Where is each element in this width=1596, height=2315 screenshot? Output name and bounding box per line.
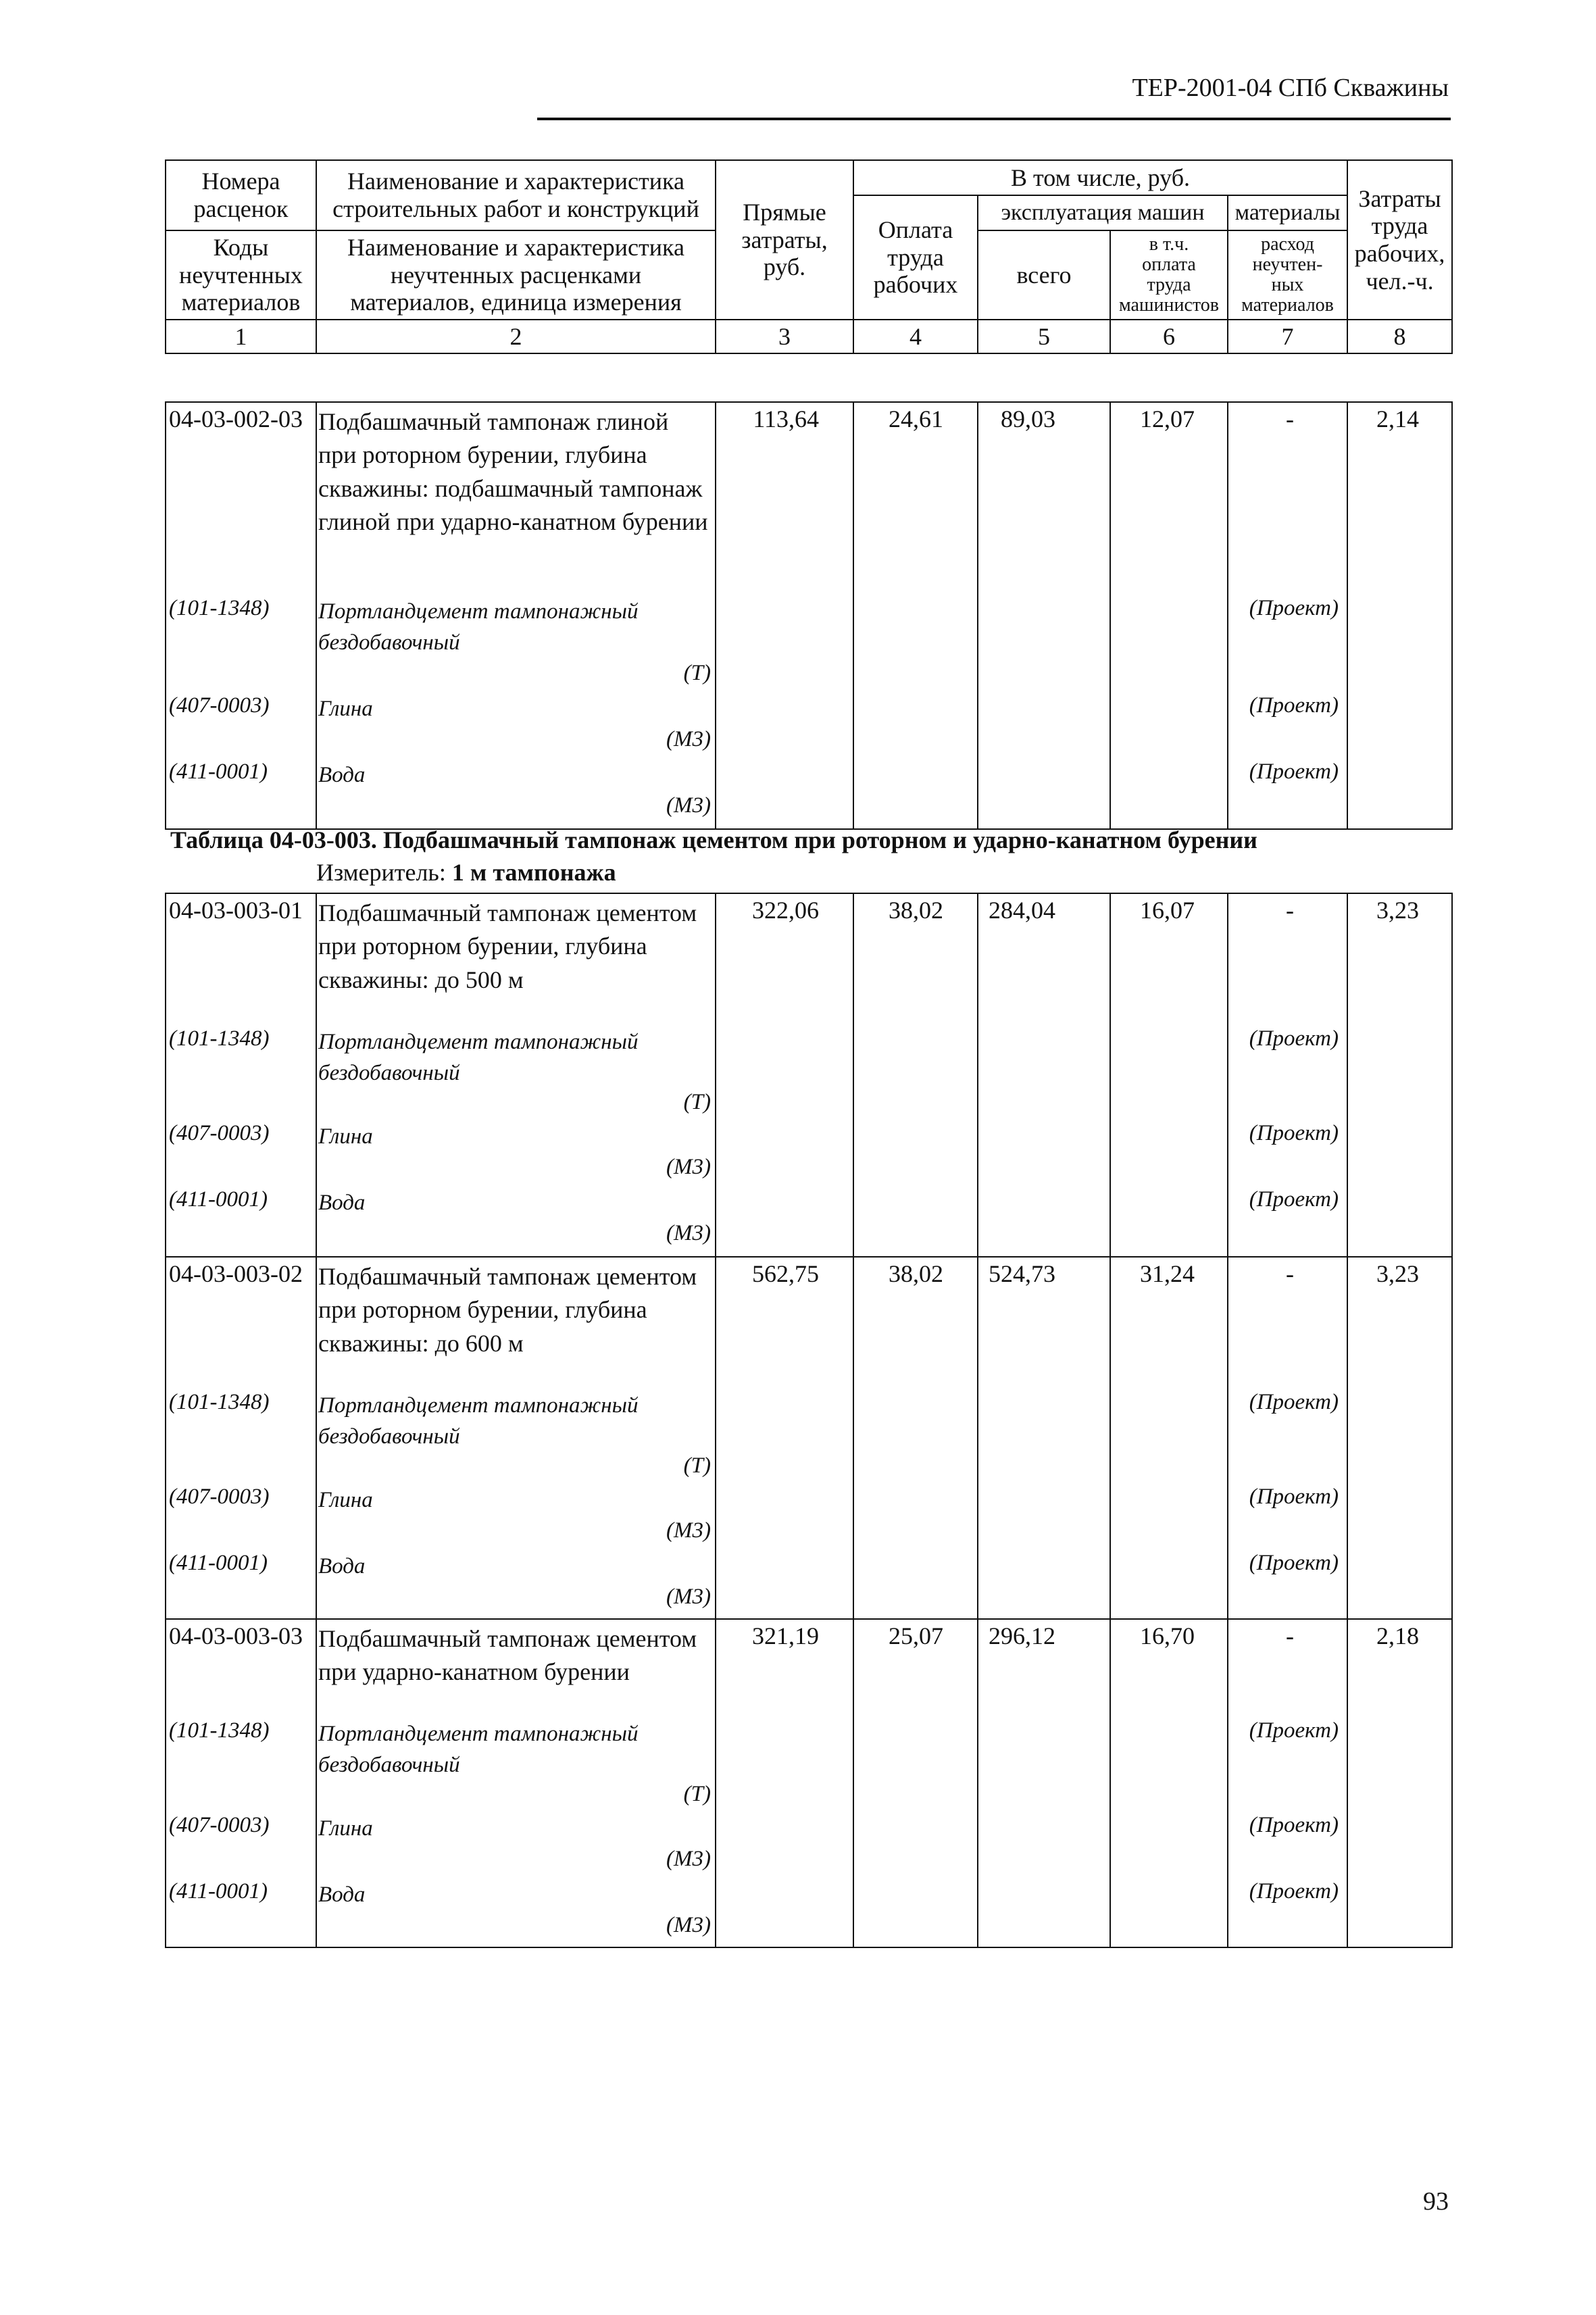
material-note: (Проект) xyxy=(1249,1879,1339,1903)
measure-line xyxy=(316,858,616,887)
col1-header-top: Номера расценок xyxy=(166,160,316,230)
material-unit: (М3) xyxy=(666,1847,711,1871)
material-note: (Проект) xyxy=(1249,1485,1339,1509)
material-name: Портландцемент тампонажный бездобавочный xyxy=(318,599,639,655)
material-unit: (Т) xyxy=(683,1090,711,1114)
material-note: (Проект) xyxy=(1249,1551,1339,1575)
machinist-pay-value: 16,07 xyxy=(1140,897,1195,924)
col-number-3: 3 xyxy=(716,320,853,353)
material-unit: (М3) xyxy=(666,1518,711,1543)
table-row xyxy=(166,893,1452,1257)
measure-label: Измеритель: xyxy=(316,859,446,886)
material-unit: (М3) xyxy=(666,1913,711,1937)
page-number: 93 xyxy=(1423,2187,1449,2216)
machinist-pay-value: 31,24 xyxy=(1140,1260,1195,1287)
direct-costs-value: 321,19 xyxy=(752,1622,819,1649)
material-code: (101-1348) xyxy=(169,1390,270,1414)
material-note: (Проект) xyxy=(1249,1121,1339,1145)
material-note: (Проект) xyxy=(1249,1187,1339,1212)
materials-header: материалы xyxy=(1228,195,1347,230)
rate-code: 04-03-003-02 xyxy=(169,1260,303,1287)
labor-hours-value: 3,23 xyxy=(1376,897,1419,924)
material-name: Вода xyxy=(318,1191,366,1215)
header-rule xyxy=(537,118,1451,120)
material-code: (411-0001) xyxy=(169,760,268,784)
material-unit: (М3) xyxy=(666,1585,711,1609)
col-number-7: 7 xyxy=(1228,320,1347,353)
rate-code: 04-03-003-01 xyxy=(169,897,303,924)
col-number-2: 2 xyxy=(316,320,716,353)
material-name: Глина xyxy=(318,1488,373,1512)
material-name: Вода xyxy=(318,1554,366,1578)
rate-name: Подбашмачный тампонаж цементом при роторном бурении, глубина скважины: до 500 м xyxy=(318,899,697,993)
col-number-8: 8 xyxy=(1347,320,1452,353)
rate-code: 04-03-003-03 xyxy=(169,1622,303,1649)
labor-hours-value: 2,14 xyxy=(1376,405,1419,432)
including-rub-header: В том числе, руб. xyxy=(853,160,1347,195)
rate-name: Подбашмачный тампонаж цементом при ударно-канатном бурении xyxy=(318,1625,697,1686)
material-name: Вода xyxy=(318,1883,366,1907)
column-header-table xyxy=(165,159,1453,354)
material-code: (411-0001) xyxy=(169,1187,268,1212)
direct-costs-value: 322,06 xyxy=(752,897,819,924)
measure-value: 1 м тампонажа xyxy=(451,859,616,886)
direct-costs-value: 562,75 xyxy=(752,1260,819,1287)
col-number-5: 5 xyxy=(978,320,1110,353)
material-note: (Проект) xyxy=(1249,596,1339,620)
material-unit: (Т) xyxy=(683,1453,711,1478)
material-name: Портландцемент тампонажный бездобавочный xyxy=(318,1722,639,1778)
machine-total-value: 524,73 xyxy=(989,1260,1055,1287)
col3-header: Прямые затраты, руб. xyxy=(716,160,853,320)
col4-header: Оплата труда рабочих xyxy=(853,195,978,320)
rate-name: Подбашмачный тампонаж глиной при роторном бурении, глубина скважины: подбашмачный тампонаж глиной при ударно-канатном бурении xyxy=(318,408,708,535)
machine-total-value: 296,12 xyxy=(989,1622,1055,1649)
material-code: (101-1348) xyxy=(169,1718,270,1743)
material-code: (411-0001) xyxy=(169,1879,268,1903)
materials-value: - xyxy=(1286,405,1294,432)
labor-pay-value: 25,07 xyxy=(889,1622,943,1649)
material-code: (101-1348) xyxy=(169,596,270,620)
materials-value: - xyxy=(1286,897,1294,924)
table-caption: Таблица 04-03-003. Подбашмачный тампонаж цементом при роторном и ударно-канатном бурении xyxy=(170,826,1257,853)
material-name: Портландцемент тампонажный бездобавочный xyxy=(318,1393,639,1449)
col-number-1: 1 xyxy=(166,320,316,353)
machines-header: эксплуатация машин xyxy=(978,195,1228,230)
materials-value: - xyxy=(1286,1622,1294,1649)
material-note: (Проект) xyxy=(1249,693,1339,718)
material-note: (Проект) xyxy=(1249,1026,1339,1051)
rates-table-1 xyxy=(165,401,1453,830)
col-number-4: 4 xyxy=(853,320,978,353)
labor-pay-value: 24,61 xyxy=(889,405,943,432)
labor-pay-value: 38,02 xyxy=(889,897,943,924)
material-code: (407-0003) xyxy=(169,1813,270,1837)
material-note: (Проект) xyxy=(1249,760,1339,784)
table-row xyxy=(166,402,1452,829)
material-unit: (Т) xyxy=(683,1782,711,1806)
col5-header: всего xyxy=(978,230,1110,320)
direct-costs-value: 113,64 xyxy=(753,405,819,432)
material-code: (101-1348) xyxy=(169,1026,270,1051)
machinist-pay-value: 16,70 xyxy=(1140,1622,1195,1649)
col1-header-bottom: Коды неучтенных материалов xyxy=(166,230,316,320)
machine-total-value: 89,03 xyxy=(1001,405,1055,432)
material-name: Глина xyxy=(318,697,373,721)
labor-hours-value: 3,23 xyxy=(1376,1260,1419,1287)
document-header-title: ТЕР-2001-04 СПб Скважины xyxy=(1132,74,1449,102)
labor-pay-value: 38,02 xyxy=(889,1260,943,1287)
material-unit: (М3) xyxy=(666,1221,711,1245)
material-note: (Проект) xyxy=(1249,1390,1339,1414)
labor-hours-value: 2,18 xyxy=(1376,1622,1419,1649)
materials-value: - xyxy=(1286,1260,1294,1287)
col2-header-bottom: Наименование и характеристика неучтенных расценками материалов, единица измерения xyxy=(316,230,716,320)
rate-code: 04-03-002-03 xyxy=(169,405,303,432)
material-name: Вода xyxy=(318,763,366,787)
material-name: Портландцемент тампонажный бездобавочный xyxy=(318,1030,639,1086)
col-number-6: 6 xyxy=(1110,320,1228,353)
machine-total-value: 284,04 xyxy=(989,897,1055,924)
rates-table-2 xyxy=(165,893,1453,1948)
material-name: Глина xyxy=(318,1124,373,1149)
rate-name: Подбашмачный тампонаж цементом при роторном бурении, глубина скважины: до 600 м xyxy=(318,1263,697,1357)
table-row xyxy=(166,1619,1452,1947)
col6-header: в т.ч. оплата труда машинистов xyxy=(1110,230,1228,320)
material-unit: (М3) xyxy=(666,1155,711,1179)
col8-header: Затраты труда рабочих, чел.-ч. xyxy=(1347,160,1452,320)
material-code: (407-0003) xyxy=(169,693,270,718)
material-name: Глина xyxy=(318,1816,373,1841)
material-unit: (М3) xyxy=(666,727,711,751)
col2-header-top: Наименование и характеристика строительных работ и конструкций xyxy=(316,160,716,230)
material-unit: (М3) xyxy=(666,793,711,818)
machinist-pay-value: 12,07 xyxy=(1140,405,1195,432)
material-code: (407-0003) xyxy=(169,1121,270,1145)
material-unit: (Т) xyxy=(683,661,711,685)
col7-header: расход неучтен- ных материалов xyxy=(1228,230,1347,320)
material-note: (Проект) xyxy=(1249,1718,1339,1743)
material-code: (411-0001) xyxy=(169,1551,268,1575)
table-row xyxy=(166,1257,1452,1619)
material-note: (Проект) xyxy=(1249,1813,1339,1837)
material-code: (407-0003) xyxy=(169,1485,270,1509)
